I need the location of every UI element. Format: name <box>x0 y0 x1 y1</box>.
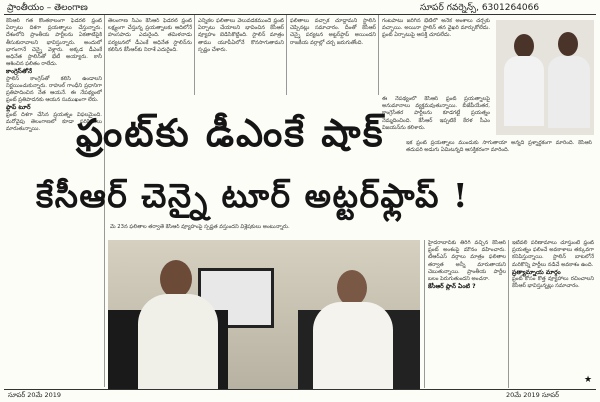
subheading: ప్రత్యామ్నాయ మార్గం <box>512 268 561 276</box>
paragraph: ఈ నేపథ్యంలో కేసీఆర్ ఫ్రంట్ ప్రయత్నాలపై అనుమానాలు వ్యక్తమవుతున్నాయి. బీజేపీయేతర, కాంగ్రెసేతర పార్టీలను కూడగట్టే ప్రయత్నం నెమ్మదించింది. కేసీఆర్ ఇప్పటికే కేరళ సీఎం విజయన్‌ను కలిశారు. <box>382 96 490 131</box>
subheading: కాంగ్రెస్‌తోనే <box>6 68 32 76</box>
paragraph: స్టాలిన్ కాంగ్రెస్‌తో కలిసి ఉండాలని నిర్ణయించుకున్నారు. రాహుల్ గాంధీని ప్రధానిగా ప్రతిపాదించిన నేత ఆయనే. ఈ నేపథ్యంలో ఫ్రంట్ ప్రతిపాదనకు ఆయన సుముఖంగా లేరు. <box>6 75 102 104</box>
column-divider <box>508 240 509 388</box>
article-bottom-col-2 <box>512 240 594 388</box>
person-figure <box>313 270 393 389</box>
paragraph: ఇక ఫ్రంట్ ప్రయత్నాలు ముందుకు సాగుతాయా అన్నది ప్రశ్నార్థకంగా మారింది. కేసీఆర్ తదుపరి అడుగు ఏమిటన్నది ఆసక్తికరంగా మారింది. <box>406 140 592 154</box>
paragraph: ఫ్రంట్ దిశగా చేసిన ప్రయత్నం విఫలమైంది. మరోవైపు తెలంగాణలో కూడా పరిస్థితులు మారుతున్నాయి. <box>6 111 102 133</box>
paragraph: హైదరాబాద్‌కు తిరిగి వచ్చిన కేసీఆర్ ఫ్రంట్ అంశంపై మౌనం వహించారు. టీఆర్ఎస్ వర్గాలు మాత్రం ఫలితాల తర్వాత అన్నీ మారుతాయని చెబుతున్నాయి. ప్రాంతీయ పార్టీల బలం పెరుగుతుందని అంచనా. <box>428 240 506 283</box>
star-icon: ★ <box>584 375 593 385</box>
header-rule <box>4 14 596 15</box>
article-column-3 <box>198 18 284 94</box>
column-divider <box>194 15 195 95</box>
article-column-6 <box>382 96 490 136</box>
person-figure <box>138 260 218 389</box>
article-column-5 <box>382 18 490 94</box>
leaders-photo <box>496 20 594 135</box>
person-figure <box>548 32 590 127</box>
paragraph: తెలంగాణ సీఎం కేసీఆర్ ఫెడరల్ ఫ్రంట్ లక్ష్యంగా చేస్తున్న ప్రయత్నాలకు ఆదిలోనే హంసపాదు ఎదురైంది. తమిళనాడు పర్యటనలో డీఎంకే అధినేత స్టాలిన్‌ను కలిసిన కేసీఆర్‌కు నిరాశే ఎదురైంది. <box>108 18 192 53</box>
footer-left: సూపర్ 20మే 2019 <box>8 391 62 399</box>
footer-rule <box>4 389 596 390</box>
article-wide-strip <box>110 224 590 238</box>
subheading: కేసీఆర్ ప్లాన్ ఏంటి ? <box>428 283 476 291</box>
paragraph: ఎన్నికల ఫలితాలు వెలువడకముందే ఫ్రంట్ ఏర్పాటు చేయాలని భావించిన కేసీఆర్ వ్యూహం బెడిసికొట్టింది. స్టాలిన్ మాత్రం తాము యూపీఏలోనే కొనసాగుతామని స్పష్టం చేశారు. <box>198 18 284 53</box>
paragraph: గంటపాటు జరిగిన భేటీలో అనేక అంశాలు చర్చకు వచ్చాయి. అయినా స్టాలిన్ తన వైఖరి మార్చుకోలేదు. ఫ్రంట్ ఏర్పాటుపై ఆసక్తి చూపలేదు. <box>382 18 490 39</box>
contact-header: సూపర్ గవర్నెన్స్, 6301264066 <box>420 3 540 13</box>
column-divider <box>424 240 425 388</box>
column-divider <box>286 15 287 95</box>
article-column-2 <box>108 18 192 94</box>
paragraph: మే 23న ఫలితాల తర్వాతే కేసీఆర్ వ్యూహంపై స్పష్టత వస్తుందని విశ్లేషకులు అంటున్నారు. <box>110 224 290 230</box>
subheading: ఫ్లాప్ టూర్ <box>6 104 31 112</box>
section-header: ప్రాంతీయం – తెలంగాణ <box>7 3 88 13</box>
person-figure <box>504 34 544 124</box>
headline-line-2: కేసీఆర్ చెన్నై టూర్ అట్టర్‌ఫ్లాప్ ! <box>36 176 469 215</box>
meeting-photo <box>108 240 420 389</box>
article-bottom-col-1 <box>428 240 506 388</box>
article-wide-right <box>406 140 592 172</box>
paragraph: ఫలితాలు వచ్చాక చూద్దామని స్టాలిన్ చెప్పినట్లు సమాచారం. దీంతో కేసీఆర్ చెన్నై పర్యటన అట్టర్‌ఫ్లాప్ అయిందని రాజకీయ వర్గాల్లో చర్చ జరుగుతోంది. <box>290 18 376 46</box>
paragraph: ఇటీవలి పరిణామాలు చూస్తుంటే ఫ్రంట్ ప్రయత్నం ఫలించే అవకాశాలు తక్కువగా కనిపిస్తున్నాయి. స్టాలిన్ బాటలోనే మరికొన్ని పార్టీలు నడిచే అవకాశం ఉంది. <box>512 240 594 268</box>
headline-line-1: ఫ్రంట్‌కు డీఎంకే షాక్ <box>76 110 385 155</box>
paragraph: కేసీఆర్ గత కొంతకాలంగా ఫెడరల్ ఫ్రంట్ ఏర్పాటు దిశగా ప్రయత్నాలు చేస్తున్నారు. దేశంలోని ప్రాంతీయ పార్టీలను ఏకతాటిపైకి తీసుకురావాలని భావిస్తున్నారు. అందులో భాగంగానే చెన్నై వెళ్లారు. అక్కడ డీఎంకే అధినేత స్టాలిన్‌తో భేటీ అయ్యారు. కానీ ఆశించిన ఫలితం రాలేదు. <box>6 18 102 68</box>
paragraph: ఫ్రంట్ కోసం కొత్త వ్యూహాలు రచించాలని కేసీఆర్ భావిస్తున్నట్లు సమాచారం. <box>512 276 594 290</box>
column-divider <box>378 15 379 95</box>
footer-right: 20మే 2019 సూపర్ <box>506 391 560 399</box>
article-column-4 <box>290 18 376 94</box>
